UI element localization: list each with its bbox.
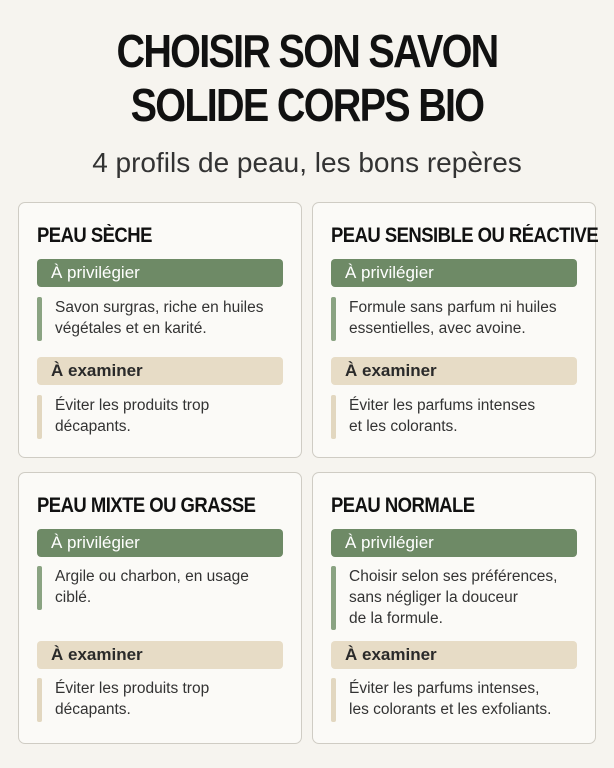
caution-note (331, 678, 583, 722)
caution-text: Éviter les parfums intenses, les colorants et les exfoliants. (349, 680, 552, 718)
note-accent-bar (37, 297, 42, 341)
recommended-text: Savon surgras, riche en huiles végétales et en karité. (55, 299, 264, 337)
recommended-note (331, 566, 583, 630)
card-title: PEAU SÈCHE (37, 224, 152, 247)
caution-band: À examiner (37, 357, 283, 385)
note-accent-bar (331, 566, 336, 630)
card-title: PEAU MIXTE OU GRASSE (37, 494, 256, 517)
caution-band: À examiner (37, 641, 283, 669)
note-accent-bar (37, 566, 42, 610)
caution-text: Éviter les parfums intenses et les colorants. (349, 397, 536, 435)
note-accent-bar (37, 678, 42, 722)
recommended-band: À privilégier (37, 259, 283, 287)
card-title: PEAU SENSIBLE OU RÉACTIVE (331, 224, 599, 247)
caution-note (37, 395, 289, 439)
note-accent-bar (331, 297, 336, 341)
recommended-band: À privilégier (37, 529, 283, 557)
card-peau-sensible (312, 202, 599, 458)
caution-text: Éviter les produits trop décapants. (55, 397, 210, 435)
note-accent-bar (37, 395, 42, 439)
recommended-band: À privilégier (331, 529, 577, 557)
caution-band: À examiner (331, 357, 577, 385)
page-title-line-1: CHOISIR SON SAVON (116, 25, 498, 77)
caution-text: Éviter les produits trop décapants. (55, 680, 210, 718)
recommended-text: Choisir selon ses préférences, sans négliger la douceur de la formule. (349, 568, 558, 627)
caution-note (331, 395, 583, 439)
note-accent-bar (331, 395, 336, 439)
recommended-text: Formule sans parfum ni huiles essentielles, avec avoine. (349, 299, 557, 337)
caution-band: À examiner (331, 641, 577, 669)
caution-note (37, 678, 289, 722)
page-subtitle: 4 profils de peau, les bons repères (92, 147, 522, 178)
card-peau-normale (312, 472, 596, 744)
recommended-note (37, 297, 289, 341)
card-title: PEAU NORMALE (331, 494, 475, 517)
note-accent-bar (331, 678, 336, 722)
page-title (43, 24, 571, 132)
recommended-text: Argile ou charbon, en usage ciblé. (55, 568, 249, 606)
recommended-note (37, 566, 289, 610)
card-peau-mixte (18, 472, 302, 744)
recommended-band: À privilégier (331, 259, 577, 287)
card-peau-seche (18, 202, 302, 458)
recommended-note (331, 297, 583, 341)
page-title-line-2: SOLIDE CORPS BIO (130, 79, 484, 131)
